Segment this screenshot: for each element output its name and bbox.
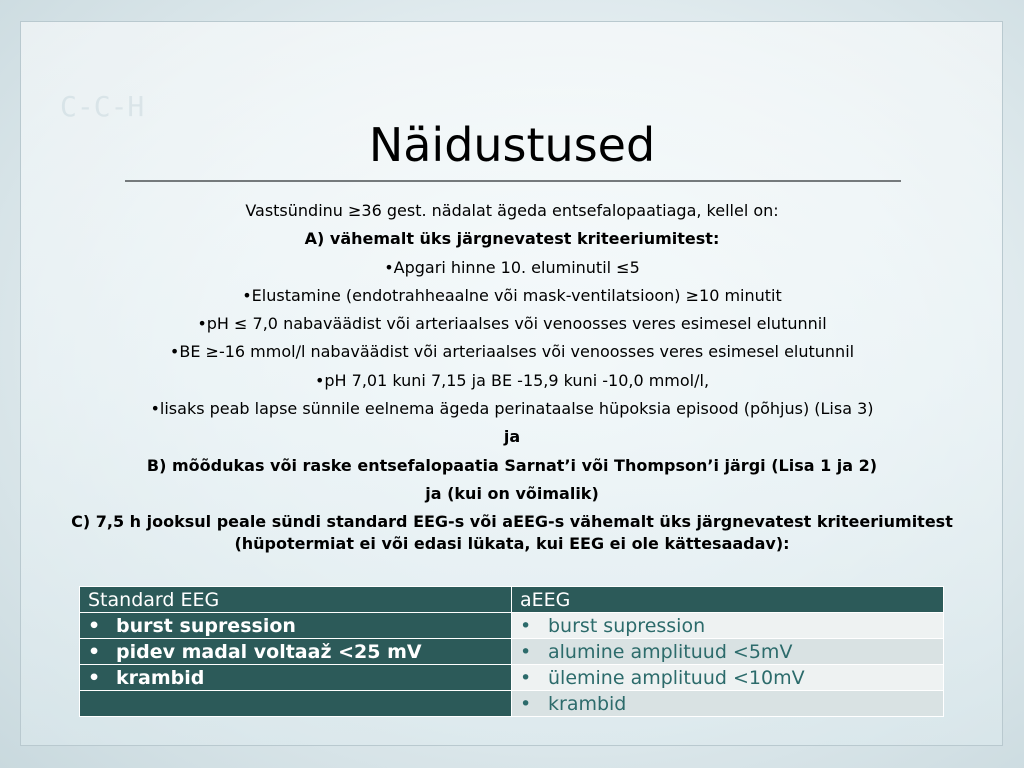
table-cell — [512, 665, 944, 691]
cell-text: alumine amplituud <5mV — [548, 640, 793, 663]
title-divider — [125, 180, 901, 182]
criteria-line: B) mõõdukas või raske entsefalopaatia Sarnat’i või Thompson’i järgi (Lisa 1 ja 2) — [146, 455, 878, 475]
table-cell — [512, 613, 944, 639]
table-row — [80, 639, 944, 665]
cell-text: krambid — [548, 692, 627, 715]
bullet-icon: • — [520, 614, 532, 637]
slide-title: Näidustused — [368, 118, 656, 172]
eeg-criteria-table — [79, 586, 944, 717]
criteria-text — [40, 197, 984, 555]
criteria-line: •lisaks peab lapse sünnile eelnema ägeda perinataalse hüpoksia episood (põhjus) (Lisa 3) — [150, 399, 874, 419]
criteria-line: •Apgari hinne 10. eluminutil ≤5 — [384, 257, 640, 277]
table-cell — [512, 691, 944, 717]
bullet-icon: • — [520, 640, 532, 663]
bullet-icon: • — [520, 666, 532, 689]
cell-text: pidev madal voltaaž <25 mV — [116, 640, 422, 663]
bullet-icon: • — [88, 640, 101, 663]
background-formula-decoration: C-C-H — [60, 90, 145, 123]
table-cell — [80, 613, 512, 639]
table-cell — [80, 665, 512, 691]
table-cell-empty — [80, 691, 512, 717]
cell-text: burst supression — [116, 614, 296, 637]
criteria-line: ja (kui on võimalik) — [425, 483, 599, 503]
criteria-line: •pH 7,01 kuni 7,15 ja BE -15,9 kuni -10,0 mmol/l, — [314, 370, 710, 390]
criteria-line: ja — [503, 427, 521, 447]
table-header-row — [80, 587, 944, 613]
bullet-icon: • — [520, 692, 532, 715]
cell-text: krambid — [116, 666, 205, 689]
cell-text: ülemine amplituud <10mV — [548, 666, 805, 689]
bullet-icon: • — [88, 614, 101, 637]
criteria-line: •Elustamine (endotrahheaalne või mask-ventilatsioon) ≥10 minutit — [242, 285, 782, 305]
table-header-standard-eeg: Standard EEG — [80, 587, 512, 613]
bullet-icon: • — [88, 666, 101, 689]
criteria-line: C) 7,5 h jooksul peale sündi standard EEG-s või aEEG-s vähemalt üks järgnevatest kriteeriumitest (hüpotermiat ei või edasi lükata, kui EEG ei ole kättesaadav): — [71, 512, 953, 554]
table-row — [80, 613, 944, 639]
criteria-line: •BE ≥-16 mmol/l nabaväädist või arteriaalses või venoosses veres esimesel elutunnil — [169, 342, 855, 362]
cell-text: burst supression — [548, 614, 706, 637]
criteria-line: •pH ≤ 7,0 nabaväädist või arteriaalses või venoosses veres esimesel elutunnil — [197, 314, 827, 334]
table-cell — [512, 639, 944, 665]
table-cell — [80, 639, 512, 665]
criteria-line: Vastsündinu ≥36 gest. nädalat ägeda entsefalopaatiaga, kellel on: — [245, 201, 779, 220]
table-header-aeeg: aEEG — [512, 587, 944, 613]
table-row — [80, 691, 944, 717]
table-row — [80, 665, 944, 691]
criteria-line: A) vähemalt üks järgnevatest kriteeriumitest: — [304, 229, 720, 249]
